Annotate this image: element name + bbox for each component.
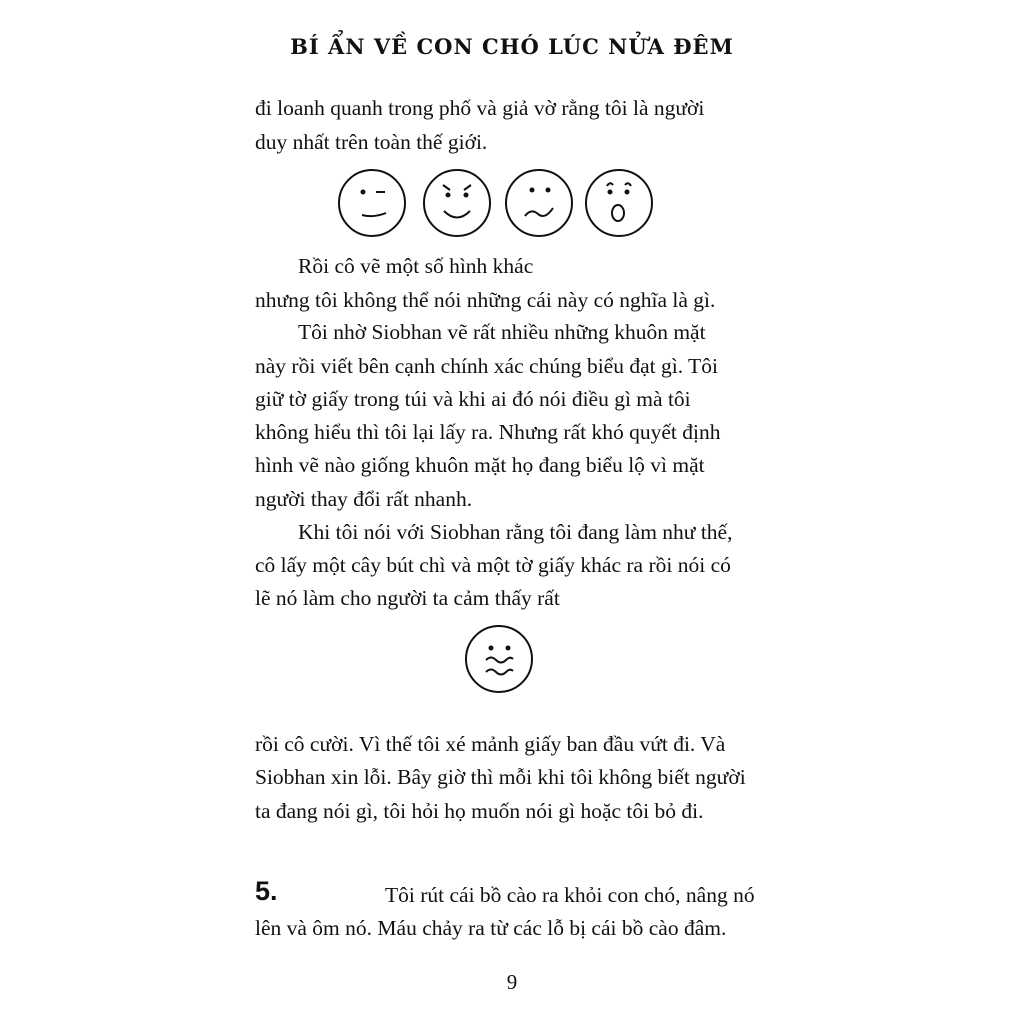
- text-line: Khi tôi nói với Siobhan rằng tôi đang làm như thế,: [298, 520, 733, 544]
- text-line: nhưng tôi không thể nói những cái này có nghĩa là gì.: [255, 288, 716, 312]
- text-line: giữ tờ giấy trong túi và khi ai đó nói điều gì mà tôi: [255, 387, 691, 411]
- page-number: 9: [506, 970, 518, 994]
- text-line: cô lấy một cây bút chì và một tờ giấy khác ra rồi nói có: [255, 553, 731, 577]
- text-line: đi loanh quanh trong phố và giả vờ rằng tôi là người: [255, 96, 705, 120]
- winking-face-icon: [339, 170, 405, 236]
- text-line: lẽ nó làm cho người ta cảm thấy rất: [255, 586, 560, 610]
- faces-illustration: [335, 168, 655, 240]
- chapter-number: 5.: [255, 876, 278, 906]
- surprised-face-icon: [586, 170, 652, 236]
- confused-face-icon: [506, 170, 572, 236]
- text-line: hình vẽ nào giống khuôn mặt họ đang biểu lộ vì mặt: [255, 453, 705, 477]
- text-line: không hiểu thì tôi lại lấy ra. Nhưng rất khó quyết định: [255, 420, 721, 444]
- text-line: duy nhất trên toàn thế giới.: [255, 130, 488, 154]
- text-line: Tôi rút cái bồ cào ra khỏi con chó, nâng nó: [385, 883, 755, 907]
- text-line: rồi cô cười. Vì thế tôi xé mảnh giấy ban đầu vứt đi. Và: [255, 732, 726, 756]
- text-line: người thay đổi rất nhanh.: [255, 487, 473, 511]
- running-header: BÍ ẨN VỀ CON CHÓ LÚC NỬA ĐÊM: [290, 34, 734, 59]
- text-line: Siobhan xin lỗi. Bây giờ thì mỗi khi tôi không biết người: [255, 765, 746, 789]
- text-line: lên và ôm nó. Máu chảy ra từ các lỗ bị cái bồ cào đâm.: [255, 916, 727, 940]
- text-line: Tôi nhờ Siobhan vẽ rất nhiều những khuôn mặt: [298, 320, 706, 344]
- text-line: ta đang nói gì, tôi hỏi họ muốn nói gì hoặc tôi bỏ đi.: [255, 799, 704, 823]
- smiling-face-icon: [424, 170, 490, 236]
- embarrassed-face-icon: [466, 626, 532, 692]
- text-line: này rồi viết bên cạnh chính xác chúng biểu đạt gì. Tôi: [255, 354, 718, 378]
- text-line: Rồi cô vẽ một số hình khác: [298, 254, 534, 278]
- embarrassed-face-illustration: [462, 624, 538, 696]
